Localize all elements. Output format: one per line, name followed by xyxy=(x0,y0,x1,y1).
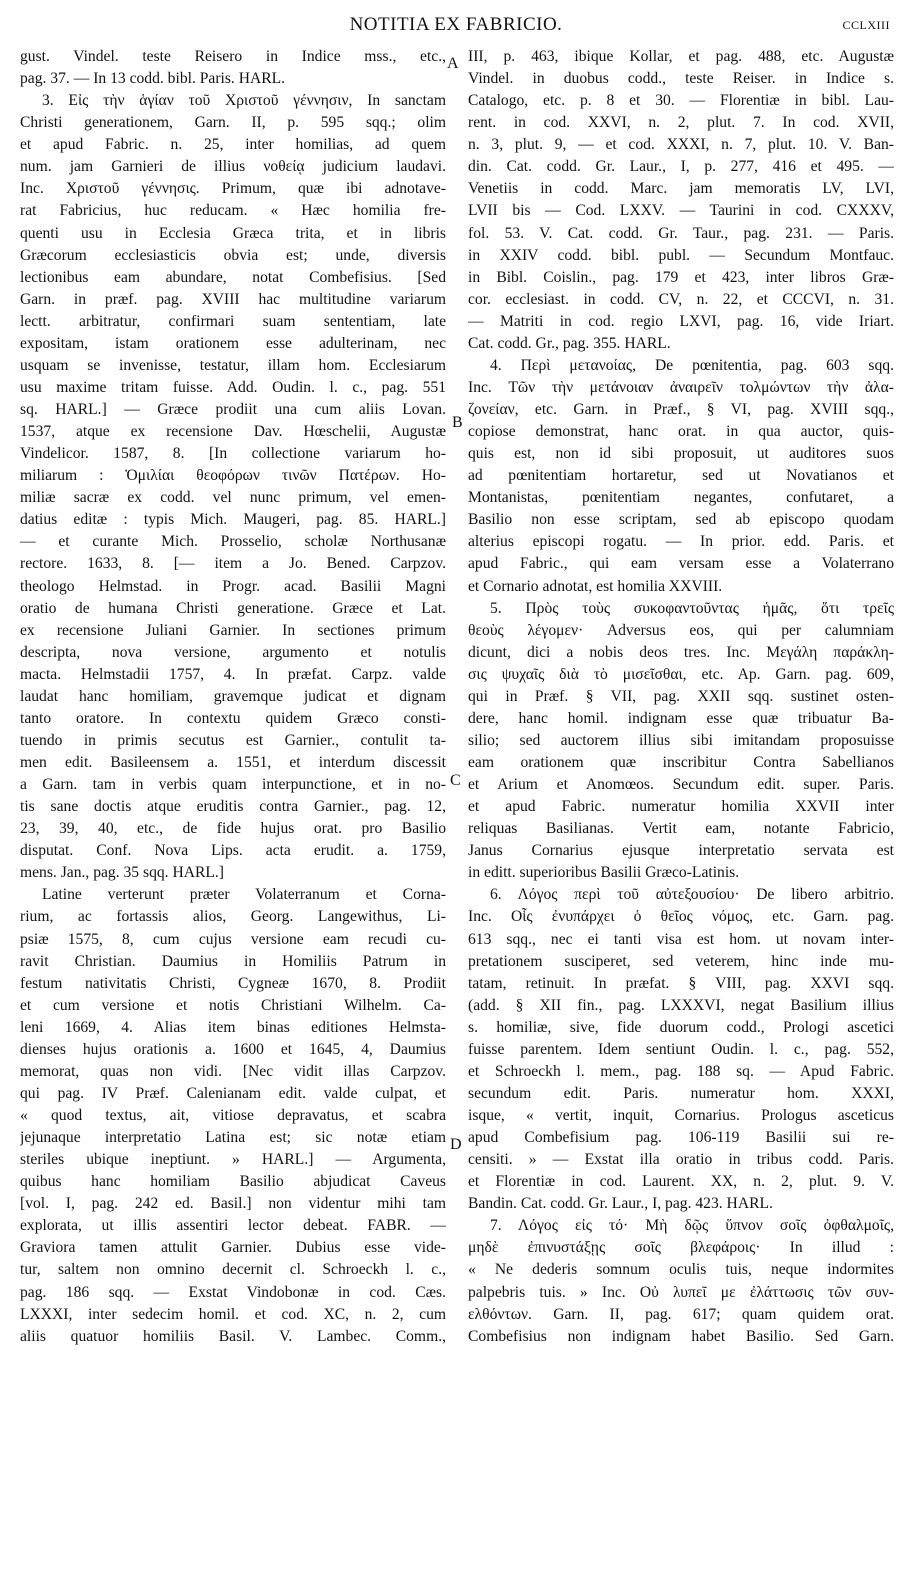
text-line: et apud Fabric. numeratur homilia XXVII inter xyxy=(468,798,894,816)
text-line: gust. Vindel. teste Reisero in Indice mss., etc., xyxy=(20,48,446,65)
text-line: 1537, atque ex recensione Dav. Hœschelii, Augustæ xyxy=(20,423,446,441)
text-line: dienses hujus orationis a. 1600 et 1645, 4, Daumius xyxy=(20,1040,446,1058)
right-column xyxy=(468,46,894,1348)
text-line: Combefisius non indignam habet Basilio. Sed Garn. xyxy=(468,1327,894,1345)
text-line: qui in Præf. § VII, pag. XXII sqq. sustinet osten- xyxy=(468,687,894,705)
text-line: in Bibl. Coislin., pag. 179 et 423, inter libros Græ- xyxy=(468,268,894,286)
margin-letter-c: C xyxy=(450,772,461,789)
text-line: copiose demonstrat, hanc orat. in qua auctor, quis- xyxy=(468,423,894,441)
text-line: « quod textus, ait, vitiose depravatus, et scabra xyxy=(20,1107,446,1124)
text-line: Janus Cornarius ejusque interpretatio servata est xyxy=(468,842,894,860)
text-line: et cum versione et notis Christiani Wilhelm. Ca- xyxy=(20,996,446,1014)
text-line: rent. in cod. XXVI, n. 2, plut. 7. In cod. XVII, xyxy=(468,114,894,132)
text-line: apud Combefisium pag. 106-119 Basilii sui re- xyxy=(468,1129,894,1147)
text-line: σις ψυχαῖς διὰ τὸ μισεῖσθαι, etc. Ap. Garn. pag. 609, xyxy=(468,665,894,683)
text-line: aliis quatuor homiliis Basil. V. Lambec. Comm., xyxy=(20,1327,446,1345)
text-line: (add. § XII fin., pag. LXXXVI, negat Basilium illius xyxy=(468,996,894,1014)
text-line: cor. ecclesiast. in codd. CV, n. 22, et CCCVI, n. 31. xyxy=(468,290,894,308)
text-line: ad pœnitentiam hortaretur, sed ut Novatianos et xyxy=(468,467,894,485)
text-line: Graviora tamen attulit Garnier. Dubius esse vide- xyxy=(20,1239,446,1257)
text-line: alterius episcopi rogatu. — In prior. edd. Paris. et xyxy=(468,533,894,551)
text-line: in editt. superioribus Basilii Græco-Latinis. xyxy=(468,864,740,882)
text-line: [vol. I, pag. 242 ed. Basil.] non videntur mihi tam xyxy=(20,1195,446,1213)
text-line: jejunaque interpretatio Latina est; sic notæ etiam xyxy=(20,1129,446,1147)
text-line: lectt. arbitratur, confirmari suam sententiam, late xyxy=(20,312,446,330)
text-line: pag. 37. — In 13 codd. bibl. Paris. HARL. xyxy=(20,70,286,88)
text-line: Latine verterunt præter Volaterranum et Corna- xyxy=(42,886,446,904)
text-line: et Florentiæ in cod. Laurent. XX, n. 2, plut. 9. V. xyxy=(468,1173,894,1191)
text-line: quis est, non id sibi proposuit, ut auditores suos xyxy=(468,445,894,463)
text-line: oratio de humana Christi generatione. Græce et Lat. xyxy=(20,599,446,617)
text-line: num. jam Garnieri de illius νοθείᾳ judicium laudavi. xyxy=(20,158,446,176)
text-line: 3. Εἰς τὴν ἁγίαν τοῦ Χριστοῦ γέννησιν, In sanctam xyxy=(42,92,446,110)
text-line: miliæ sacræ ex codd. vel nunc primum, vel emen- xyxy=(20,489,446,507)
text-line: tatam, retinuit. In præfat. § VIII, pag. XXVI sqq. xyxy=(468,974,894,992)
text-line: ravit Christian. Daumius in Homiliis Patrum in xyxy=(20,952,446,970)
text-line: et Cornario adnotat, est homilia XXVIII. xyxy=(468,577,723,595)
text-line: tuendo in primis secutus est Garnier., contulit ta- xyxy=(20,731,446,749)
text-line: secundum edit. Paris. numeratur hom. XXXI, xyxy=(468,1084,894,1102)
text-line: Vindel. in duobus codd., teste Reiser. in Indice s. xyxy=(468,70,894,88)
text-line: et Arium et Anomœos. Secundum edit. super. Paris. xyxy=(468,776,894,794)
text-line: descripta, nova versione, argumento et notulis xyxy=(20,643,446,661)
text-line: theologo Helmstad. in Progr. acad. Basilii Magni xyxy=(20,577,446,595)
text-line: Catalogo, etc. p. 8 et 30. — Florentiæ in bibl. Lau- xyxy=(468,92,894,110)
text-line: sq. HARL.] — Græce prodiit una cum aliis Lovan. xyxy=(20,401,446,418)
text-line: pretationem susciperet, sed veterem, hinc inde mu- xyxy=(468,952,894,970)
text-line: macta. Helmstadii 1757, 4. In præfat. Carpz. valde xyxy=(20,665,446,683)
margin-letter-d: D xyxy=(450,1136,462,1153)
text-line: Venetiis in codd. Marc. jam memoratis LV, LVI, xyxy=(468,180,894,198)
text-line: festum nativitatis Christi, Cygneæ 1670, 8. Prodiit xyxy=(20,974,446,992)
text-line: Cat. codd. Gr., pag. 355. HARL. xyxy=(468,334,671,352)
text-line: usu maxime tritam fuisse. Add. Oudin. l. c., pag. 551 xyxy=(20,378,446,396)
text-line: reliquas Basilianas. Vertit eam, notante Fabricio, xyxy=(468,820,894,838)
text-line: « Ne dederis somnum oculis tuis, neque indormites xyxy=(468,1261,894,1279)
text-line: — Matriti in cod. regio LXVI, pag. 16, vide Iriart. xyxy=(468,312,894,330)
text-line: tis sane doctis atque eruditis contra Garnier., pag. 12, xyxy=(20,798,446,816)
text-line: 7. Λόγος εἰς τό· Μὴ δῷς ὕπνον σοῖς ὀφθαλμοῖς, xyxy=(490,1217,894,1235)
text-line: Græcorum ecclesiasticis obvia est; unde, diversis xyxy=(20,246,446,264)
text-line: mens. Jan., pag. 35 sqq. HARL.] xyxy=(20,864,224,882)
text-line: quibus hanc homiliam Basilio abjudicat Caveus xyxy=(20,1173,446,1191)
text-line: rat Fabricius, huc reducam. « Hæc homilia fre- xyxy=(20,202,446,220)
text-line: qui pag. IV Præf. Calenianam edit. valde culpat, et xyxy=(20,1084,446,1102)
text-line: ελθόντων. Garn. II, pag. 617; quam quidem orat. xyxy=(468,1305,894,1323)
text-line: in XXIV codd. bibl. publ. — Secundum Montfauc. xyxy=(468,246,894,264)
text-line: men edit. Basileensem a. 1551, et interdum discessit xyxy=(20,754,446,771)
text-line: dere, hanc homil. indignam esse quæ tribuatur Ba- xyxy=(468,709,894,727)
text-line: rium, ac fortassis alios, Georg. Langewithus, Li- xyxy=(20,908,446,926)
text-line: θεοὺς λέγομεν· Adversus eos, qui per calumniam xyxy=(468,621,894,639)
text-line: pag. 186 sqq. — Exstat Vindobonæ in cod. Cæs. xyxy=(20,1283,446,1301)
text-line: din. Cat. codd. Gr. Laur., I, p. 277, 416 et 495. — xyxy=(468,158,894,176)
text-line: psiæ 1575, 8, cum cujus versione eam recudi cu- xyxy=(20,930,446,948)
text-line: n. 3, plut. 9, — et cod. XXXI, n. 7, plut. 10. V. Ban- xyxy=(468,136,894,154)
text-line: et Schroeckh l. mem., pag. 188 sq. — Apud Fabric. xyxy=(468,1062,894,1080)
text-line: 6. Λόγος περὶ τοῦ αὐτεξουσίου· De libero arbitrio. xyxy=(490,886,894,904)
text-line: tanto oratore. In contextu quidem Græco consti- xyxy=(20,709,446,727)
text-line: Montanistas, pœnitentiam negantes, confutaret, a xyxy=(468,489,894,507)
text-line: Vindelicor. 1587, 8. [In collectione variarum ho- xyxy=(20,445,446,463)
text-line: — et curante Mich. Prosselio, scholæ Northusanæ xyxy=(20,533,446,551)
text-line: apud Fabric., qui eam versam esse a Volaterrano xyxy=(468,555,894,573)
text-line: silio; sed auctorem illius sibi imitandam proposuisse xyxy=(468,731,894,749)
text-line: leni 1669, 4. Alias item binas editiones Helmsta- xyxy=(20,1018,446,1036)
text-line: ex recensione Juliani Garnier. In sectiones primum xyxy=(20,621,446,639)
page-number: CCLXIII xyxy=(842,18,890,32)
text-line: lectionibus eam abundare, notat Combefisius. [Sed xyxy=(20,268,446,286)
text-line: expositam, istam orationem esse adulterinam, nec xyxy=(20,334,446,352)
text-line: censiti. » — Exstat illa oratio in tribus codd. Paris. xyxy=(468,1151,894,1169)
text-line: 613 sqq., nec ei tanti visa est hom. ut novam inter- xyxy=(468,930,894,948)
running-header xyxy=(0,14,912,38)
text-line: tur, saltem non omnino decernit cl. Schroeckh l. c., xyxy=(20,1261,446,1279)
text-line: steriles ubique ineptiunt. » HARL.] — Argumenta, xyxy=(20,1151,446,1169)
text-line: 5. Πρὸς τοὺς συκοφαντοῦντας ἡμᾶς, ὅτι τρεῖς xyxy=(490,599,894,617)
text-line: Inc. Χριστοῦ γέννησις. Primum, quæ ibi adnotave- xyxy=(20,180,446,198)
text-line: Basilio non esse scriptam, sed ab episcopo quodam xyxy=(468,511,894,529)
text-line: dicunt, dici a nobis deos tres. Inc. Μεγάλη παράκλη- xyxy=(468,643,894,661)
text-line: fol. 53. V. Cat. codd. Gr. Taur., pag. 231. — Paris. xyxy=(468,224,894,242)
text-line: quenti usu in Ecclesia Græca trita, et in libris xyxy=(20,224,446,242)
text-line: isque, « vertit, inquit, Cornarius. Prologus asceticus xyxy=(468,1107,894,1124)
text-line: rectore. 1633, 8. [— item a Jo. Bened. Carpzov. xyxy=(20,555,446,573)
text-line: datius editæ : typis Mich. Maugeri, pag. 85. HARL.] xyxy=(20,511,446,529)
text-line: μηδὲ ἐπινυστάξῃς σοῖς βλεφάροις· In illud : xyxy=(468,1239,894,1257)
text-line: s. homiliæ, sive, fide duorum codd., Prologi ascetici xyxy=(468,1018,894,1036)
text-line: Bandin. Cat. codd. Gr. Laur., I, pag. 423. HARL. xyxy=(468,1195,773,1213)
text-line: a Garn. tam in verbis quam interpunctione, et in no- xyxy=(20,776,446,794)
text-line: fuisse parentem. Idem sentiunt Oudin. l. c., pag. 552, xyxy=(468,1040,894,1058)
text-line: 4. Περὶ μετανοίας, De pœnitentia, pag. 603 sqq. xyxy=(490,356,894,374)
text-line: laudat hanc homiliam, gravemque judicat et dignam xyxy=(20,687,446,705)
text-line: ζονείαν, etc. Garn. in Præf., § VI, pag. XVIII sqq., xyxy=(468,401,894,418)
margin-letter-a: A xyxy=(447,55,459,72)
text-line: Inc. Οἷς ἐνυπάρχει ὁ θεῖος νόμος, etc. Garn. pag. xyxy=(468,908,894,926)
margin-letter-b: B xyxy=(452,414,463,431)
running-title: NOTITIA EX FABRICIO. xyxy=(349,14,563,35)
text-line: eam orationem quæ inscribitur Contra Sabellianos xyxy=(468,754,894,771)
text-line: 23, 39, 40, etc., de fide hujus orat. pro Basilio xyxy=(20,820,446,838)
text-line: LXXXI, inter sedecim homil. et cod. XC, n. 2, cum xyxy=(20,1305,446,1323)
text-line: Inc. Τῶν τὴν μετάνοιαν ἀναιρεῖν τολμώντων τὴν ἀλα- xyxy=(468,378,894,396)
text-line: usquam se invenisse, testatur, illam hom. Ecclesiarum xyxy=(20,356,446,374)
text-line: Christi generationem, Garn. II, p. 595 sqq.; olim xyxy=(20,114,446,132)
text-line: miliarum : Ὁμιλίαι θεοφόρων τινῶν Πατέρων. Ho- xyxy=(20,467,446,485)
text-line: Garn. in præf. pag. XVIII hac multitudine variarum xyxy=(20,290,446,308)
text-line: palpebris tuis. » Inc. Οὐ λυπεῖ με ἐλάττωσις τῶν συν- xyxy=(468,1283,894,1301)
text-line: LVII bis — Cod. LXXV. — Taurini in cod. CXXXV, xyxy=(468,202,894,220)
text-line: memorat, quas non vidi. [Nec vidit illas Carpzov. xyxy=(20,1062,446,1080)
text-line: et apud Fabric. n. 25, inter homilias, ad quem xyxy=(20,136,446,154)
left-column xyxy=(20,46,446,1348)
text-line: disputat. Conf. Nova Lips. acta erudit. a. 1759, xyxy=(20,842,446,860)
text-line: explorata, ut illis assentiri lector debeat. FABR. — xyxy=(20,1217,446,1235)
text-line: III, p. 463, ibique Kollar, et pag. 488, etc. Augustæ xyxy=(468,48,894,65)
